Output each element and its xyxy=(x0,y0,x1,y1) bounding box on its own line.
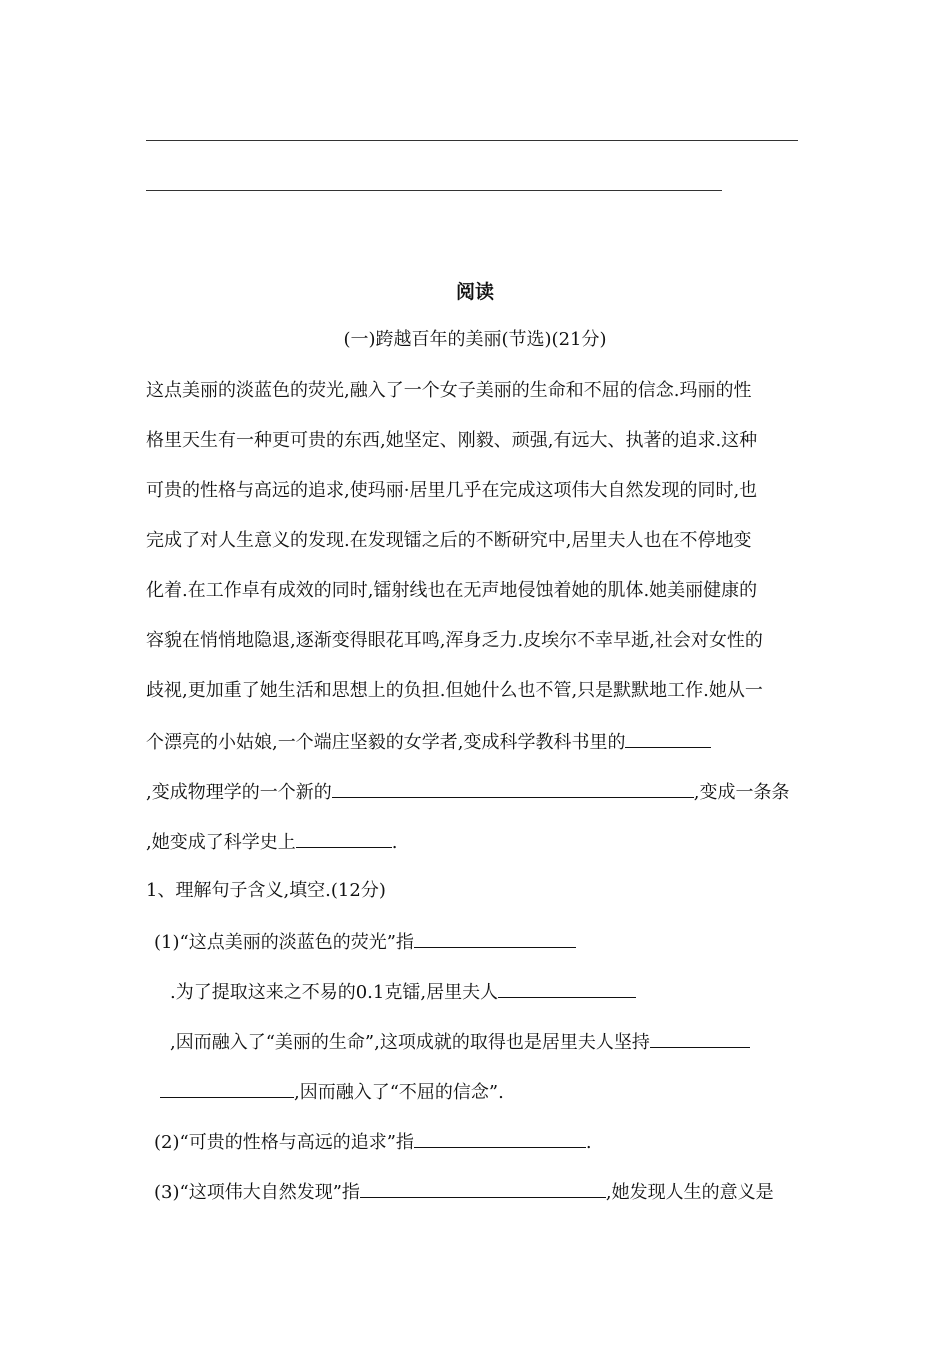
passage-text: ,她变成了科学史上 xyxy=(146,832,296,853)
question-1-part-1 xyxy=(154,929,576,955)
fill-blank[interactable] xyxy=(650,1029,750,1048)
passage-line: 化着.在工作卓有成效的同时,镭射线也在无声地侵蚀着她的肌体.她美丽健康的 xyxy=(146,580,758,601)
passage-line: 歧视,更加重了她生活和思想上的负担.但她什么也不管,只是默默地工作.她从一 xyxy=(146,680,763,701)
question-text: ,因而融入了“不屈的信念”. xyxy=(294,1082,504,1103)
question-1-part-3 xyxy=(154,1179,774,1205)
fill-blank[interactable] xyxy=(160,1079,294,1098)
passage-title: (一)跨越百年的美丽(节选)(21分) xyxy=(343,329,607,350)
fill-blank[interactable] xyxy=(296,829,392,848)
section-title: 阅读 xyxy=(455,281,494,303)
passage-line: 容貌在悄悄地隐退,逐渐变得眼花耳鸣,浑身乏力.皮埃尔不幸早逝,社会对女性的 xyxy=(146,630,763,651)
passage-text: . xyxy=(391,832,398,853)
fill-blank[interactable] xyxy=(414,929,576,948)
question-1-part-1 xyxy=(160,1079,504,1105)
fill-blank[interactable] xyxy=(414,1129,586,1148)
question-1-part-1 xyxy=(170,979,636,1005)
passage-line-with-blank xyxy=(146,729,711,755)
question-1-part-2 xyxy=(154,1129,592,1155)
fill-blank[interactable] xyxy=(625,729,711,748)
passage-line-with-blank xyxy=(146,779,789,805)
question-text: . xyxy=(585,1132,592,1153)
passage-line: 格里天生有一种更可贵的东西,她坚定、刚毅、顽强,有远大、执著的追求.这种 xyxy=(146,430,758,451)
passage-line: 这点美丽的淡蓝色的荧光,融入了一个女子美丽的生命和不屈的信念.玛丽的性 xyxy=(146,380,752,401)
question-text: ,因而融入了“美丽的生命”,这项成就的取得也是居里夫人坚持 xyxy=(170,1032,650,1053)
passage-line: 完成了对人生意义的发现.在发现镭之后的不断研究中,居里夫人也在不停地变 xyxy=(146,530,752,551)
passage-line: 可贵的性格与高远的追求,使玛丽·居里几乎在完成这项伟大自然发现的同时,也 xyxy=(146,480,758,501)
passage-text: 个漂亮的小姑娘,一个端庄坚毅的女学者,变成科学教科书里的 xyxy=(146,732,626,753)
answer-line-top-1 xyxy=(146,140,798,141)
passage-text: ,变成一条条 xyxy=(693,782,790,803)
fill-blank[interactable] xyxy=(360,1179,606,1198)
question-text: .为了提取这来之不易的0.1克镭,居里夫人 xyxy=(170,982,499,1003)
question-1-heading: 1、理解句子含义,填空.(12分) xyxy=(146,880,386,901)
question-text: ,她发现人生的意义是 xyxy=(605,1182,774,1203)
question-text: (2)“可贵的性格与高远的追求”指 xyxy=(154,1132,414,1153)
question-1-part-1 xyxy=(170,1029,750,1055)
passage-line-with-blank xyxy=(146,829,397,855)
question-text: (1)“这点美丽的淡蓝色的荧光”指 xyxy=(154,932,414,953)
passage-text: ,变成物理学的一个新的 xyxy=(146,782,332,803)
fill-blank[interactable] xyxy=(332,779,694,798)
question-text: (3)“这项伟大自然发现”指 xyxy=(154,1182,360,1203)
fill-blank[interactable] xyxy=(498,979,636,998)
answer-line-top-2 xyxy=(146,190,722,191)
